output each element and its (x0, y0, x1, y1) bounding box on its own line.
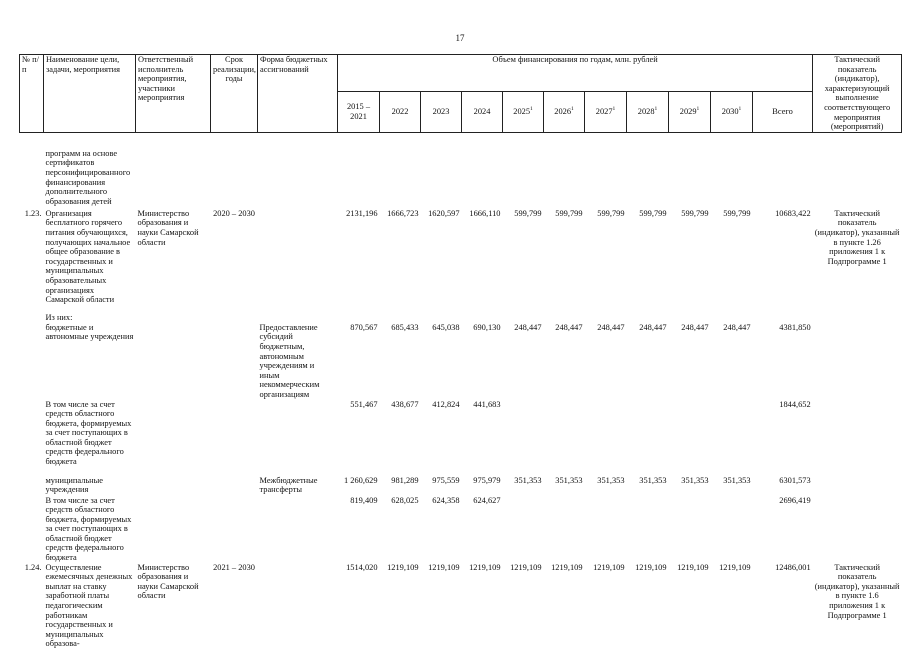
row-total (753, 313, 813, 323)
row-period (211, 496, 258, 563)
row-indicator (813, 313, 902, 323)
value-2030: 1219,109 (719, 562, 751, 572)
value-2023: 975,559 (432, 475, 460, 485)
page-number: 17 (455, 33, 465, 43)
value-2022: 685,433 (391, 322, 419, 332)
value-2023: 412,824 (432, 399, 460, 409)
value-2027: 351,353 (597, 475, 625, 485)
table-row (20, 209, 902, 313)
row-name: Из них: (45, 312, 73, 322)
value-2029 (669, 496, 711, 563)
row-total: 12486,001 (775, 562, 811, 572)
row-form (258, 400, 338, 476)
header-year-label: 2015 – 2021 (346, 102, 371, 121)
value-2026: 1219,109 (551, 562, 583, 572)
row-name: программ на основе сертификатов персонифицированного финансирования дополнительного образования детей (45, 148, 131, 206)
header-funding: Объем финансирования по годам, млн. рублей (338, 55, 813, 92)
table-row (20, 149, 902, 209)
value-2027 (585, 313, 627, 323)
value-2024: 441,683 (473, 399, 501, 409)
value-2028: 599,799 (639, 208, 667, 218)
row-number (20, 323, 44, 400)
value-2022: 628,025 (391, 495, 419, 505)
row-total: 6301,573 (779, 475, 811, 485)
value-2028 (627, 149, 669, 209)
value-2024 (462, 313, 503, 323)
value-2029: 1219,109 (677, 562, 709, 572)
row-name: муниципальные учреждения (45, 475, 104, 495)
row-form (258, 149, 338, 209)
value-2022: 1219,109 (387, 562, 419, 572)
footnote-mark: 1 (738, 106, 742, 113)
table-header (20, 55, 902, 133)
row-total: 10683,422 (775, 208, 811, 218)
row-form: Предоставление субсидий бюджетным, автономным учреждениям и иным некоммерческим организациям (259, 322, 320, 399)
value-2025 (503, 313, 544, 323)
footnote-mark: 1 (654, 106, 658, 113)
value-2022: 438,677 (391, 399, 419, 409)
value-2024: 690,130 (473, 322, 501, 332)
header-year-9 (711, 91, 753, 132)
value-2028 (627, 496, 669, 563)
header-goal: Наименование цели, задачи, мероприятия (44, 55, 136, 133)
row-executor (136, 313, 211, 323)
value-2026: 351,353 (555, 475, 583, 485)
value-20152021: 1514,020 (346, 562, 378, 572)
row-indicator (813, 400, 902, 476)
row-number: 1.24. (24, 562, 42, 572)
row-executor (136, 323, 211, 400)
table-body (20, 132, 902, 649)
table-row (20, 323, 902, 400)
row-executor (136, 149, 211, 209)
value-2026: 599,799 (555, 208, 583, 218)
header-year-label: 2026 (554, 106, 571, 116)
value-2028 (627, 400, 669, 476)
row-form (258, 496, 338, 563)
header-year-0 (338, 91, 380, 132)
table-row (20, 313, 902, 323)
value-20152021: 1 260,629 (344, 475, 378, 485)
header-year-label: 2023 (432, 106, 450, 116)
row-period (211, 149, 258, 209)
value-2030: 248,447 (723, 322, 751, 332)
row-period (211, 313, 258, 323)
row-indicator (813, 323, 902, 400)
row-indicator (813, 149, 902, 209)
value-2026: 248,447 (555, 322, 583, 332)
value-2029: 351,353 (681, 475, 709, 485)
row-form (258, 209, 338, 313)
value-2028: 1219,109 (635, 562, 667, 572)
header-year-label: 2025 (513, 106, 530, 116)
row-number (20, 496, 44, 563)
value-2025: 1219,109 (510, 562, 542, 572)
header-year-label: 2029 (679, 106, 697, 116)
header-year-2 (421, 91, 462, 132)
header-period: Срок реализации, годы (211, 55, 258, 133)
value-2028: 248,447 (639, 322, 667, 332)
row-period (211, 323, 258, 400)
value-2027: 1219,109 (593, 562, 625, 572)
row-executor (136, 496, 211, 563)
value-2027: 599,799 (597, 208, 625, 218)
value-2026 (544, 496, 585, 563)
value-20152021: 551,467 (350, 399, 378, 409)
header-year-5 (544, 91, 585, 132)
value-2030 (711, 149, 753, 209)
value-2027 (585, 400, 627, 476)
value-2027: 248,447 (597, 322, 625, 332)
table-row (20, 476, 902, 496)
value-2028 (627, 313, 669, 323)
header-form: Форма бюджетных ассигнований (258, 55, 338, 133)
value-2025 (503, 496, 544, 563)
header-year-6 (585, 91, 627, 132)
header-indicator: Тактический показатель (индикатор), характеризующий выполнение соответствующего мероприятия (мероприятий) (813, 55, 902, 133)
row-total: 2696,419 (779, 495, 811, 505)
value-2030: 351,353 (723, 475, 751, 485)
row-number (20, 313, 44, 323)
row-executor: Министерство образования и науки Самарской области (137, 208, 199, 247)
value-2024: 624,627 (473, 495, 501, 505)
value-2030: 599,799 (723, 208, 751, 218)
value-2026 (544, 313, 585, 323)
financing-table (19, 54, 902, 649)
row-period: 2020 – 2030 (213, 208, 255, 218)
row-number (20, 400, 44, 476)
row-total: 4381,850 (779, 322, 811, 332)
footnote-mark: 1 (696, 106, 700, 113)
row-indicator: Тактический показатель (индикатор), указанный в пункте 1.6 приложения 1 к Подпрограмме 1 (814, 562, 900, 620)
value-2023 (421, 313, 462, 323)
value-2029 (669, 313, 711, 323)
row-name: Организация бесплатного горячего питания обучающихся, получающих начальное общее образование в государственных и муниципальных образовательных организациях Самарской области (45, 208, 131, 305)
value-2024: 1666,110 (469, 208, 501, 218)
row-indicator: Тактический показатель (индикатор), указанный в пункте 1.26 приложения 1 к Подпрограмме 1 (814, 208, 900, 266)
value-20152021: 870,567 (350, 322, 378, 332)
value-2026 (544, 149, 585, 209)
row-period: 2021 – 2030 (213, 562, 255, 572)
row-number (20, 149, 44, 209)
value-2025: 351,353 (514, 475, 542, 485)
value-20152021: 819,409 (350, 495, 378, 505)
value-2023: 624,358 (432, 495, 460, 505)
row-period (211, 476, 258, 496)
value-2023: 1219,109 (428, 562, 460, 572)
value-2027 (585, 149, 627, 209)
row-period (211, 400, 258, 476)
table-row (20, 496, 902, 563)
value-2022: 981,289 (391, 475, 419, 485)
row-executor (136, 476, 211, 496)
value-2022 (380, 149, 421, 209)
row-executor (136, 400, 211, 476)
value-2022 (380, 313, 421, 323)
footnote-mark: 1 (612, 106, 616, 113)
header-year-label: 2030 (721, 106, 739, 116)
row-indicator (813, 496, 902, 563)
row-total: 1844,652 (779, 399, 811, 409)
value-2030 (711, 496, 753, 563)
header-year-label: 2024 (473, 106, 491, 116)
header-year-3 (462, 91, 503, 132)
value-2025: 599,799 (514, 208, 542, 218)
header-year-label: 2028 (637, 106, 655, 116)
header-num: № п/п (20, 55, 44, 133)
row-name: бюджетные и автономные учреждения (45, 322, 134, 342)
header-year-8 (669, 91, 711, 132)
spacer-row (20, 132, 902, 149)
value-2023: 1620,597 (428, 208, 460, 218)
table-row (20, 563, 902, 649)
value-2023: 645,038 (432, 322, 460, 332)
row-total (753, 149, 813, 209)
value-2024: 975,979 (473, 475, 501, 485)
header-year-label: 2022 (391, 106, 409, 116)
value-2024 (462, 149, 503, 209)
value-2029 (669, 400, 711, 476)
header-year-label: 2027 (595, 106, 613, 116)
value-2029 (669, 149, 711, 209)
value-2026 (544, 400, 585, 476)
row-name: В том числе за счет средств областного бюджета, формируемых за счет поступающих в областной бюджет средств федерального бюджета (45, 399, 132, 467)
row-number: 1.23. (24, 208, 42, 218)
header-year-1 (380, 91, 421, 132)
row-form (258, 313, 338, 323)
value-2028: 351,353 (639, 475, 667, 485)
value-20152021 (338, 313, 380, 323)
header-total: Всего (753, 91, 813, 132)
value-2027 (585, 496, 627, 563)
value-2025: 248,447 (514, 322, 542, 332)
footnote-mark: 1 (571, 106, 574, 113)
value-2022: 1666,723 (387, 208, 419, 218)
footnote-mark: 1 (530, 106, 533, 113)
value-2029: 248,447 (681, 322, 709, 332)
row-number (20, 476, 44, 496)
header-year-7 (627, 91, 669, 132)
row-name: Осуществление ежемесячных денежных выплат на ставку заработной платы педагогическим работникам государственных и муниципальных образова- (45, 562, 133, 649)
row-executor: Министерство образования и науки Самарской области (137, 562, 199, 601)
value-2029: 599,799 (681, 208, 709, 218)
value-20152021: 2131,196 (346, 208, 378, 218)
row-indicator (813, 476, 902, 496)
value-20152021 (338, 149, 380, 209)
row-name: В том числе за счет средств областного бюджета, формируемых за счет поступающих в областной бюджет средств федерального бюджета (45, 495, 132, 563)
row-form: Межбюджетные трансферты (259, 475, 318, 495)
value-2023 (421, 149, 462, 209)
row-form (258, 563, 338, 649)
value-2030 (711, 400, 753, 476)
value-2030 (711, 313, 753, 323)
value-2024: 1219,109 (469, 562, 501, 572)
value-2025 (503, 149, 544, 209)
table-row (20, 400, 902, 476)
value-2025 (503, 400, 544, 476)
header-executor: Ответственный исполнитель мероприятия, участники мероприятия (136, 55, 211, 133)
header-year-4 (503, 91, 544, 132)
